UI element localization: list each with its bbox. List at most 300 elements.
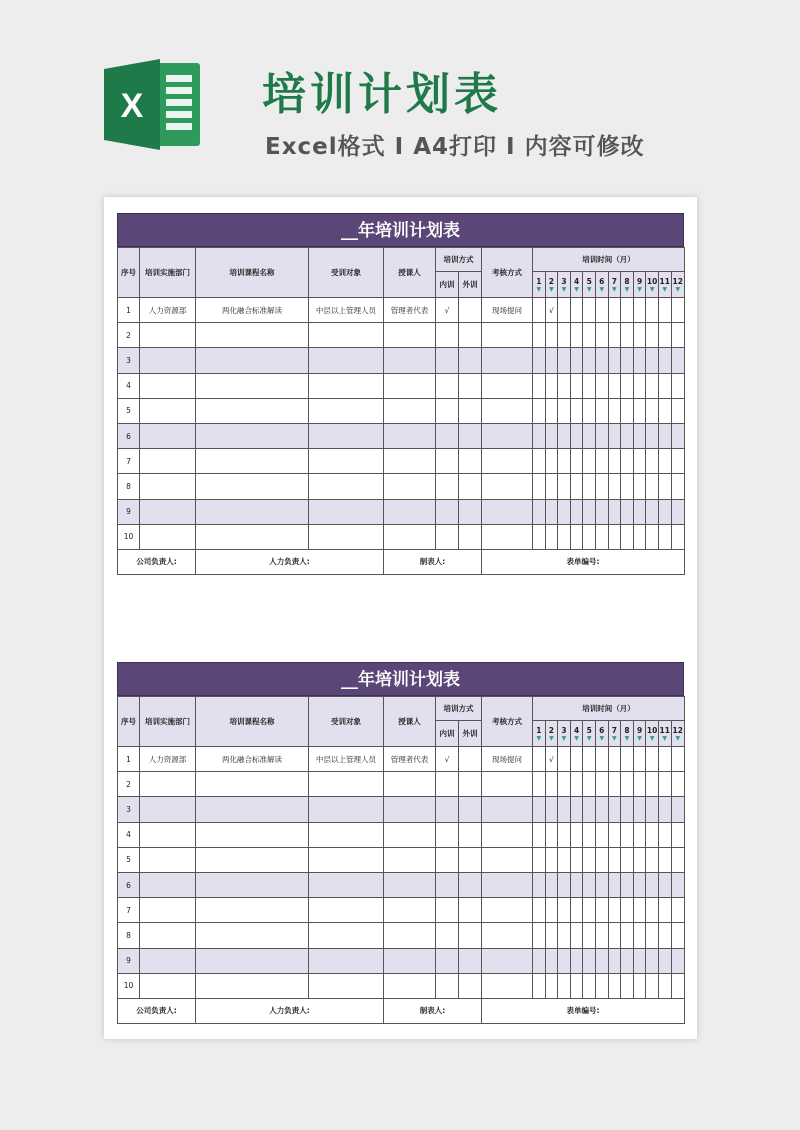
row-month-cell <box>533 747 546 772</box>
row-month-cell <box>621 398 634 423</box>
row-teacher <box>384 797 436 822</box>
row-seq: 4 <box>118 822 140 847</box>
row-dept: 人力资源部 <box>140 747 196 772</box>
row-month-cell <box>570 373 583 398</box>
month-header <box>646 721 659 747</box>
row-course <box>196 772 309 797</box>
dropdown-marker-icon: ▼ <box>675 285 681 293</box>
row-month-cell <box>658 348 671 373</box>
row-month-cell <box>545 948 558 973</box>
row-month-cell <box>633 772 646 797</box>
row-target <box>309 973 384 998</box>
row-month-cell <box>533 898 546 923</box>
month-number: 8 <box>624 276 630 286</box>
row-method-in <box>436 348 459 373</box>
row-course <box>196 323 309 348</box>
row-seq: 1 <box>118 747 140 772</box>
row-month-cell <box>633 822 646 847</box>
row-month-cell <box>533 847 546 872</box>
row-method-out <box>459 373 482 398</box>
row-month-cell <box>658 847 671 872</box>
row-course <box>196 423 309 448</box>
month-number: 11 <box>659 725 670 735</box>
row-month-cell <box>646 398 659 423</box>
row-course <box>196 898 309 923</box>
dropdown-marker-icon: ▼ <box>675 734 681 742</box>
table-row <box>118 449 685 474</box>
row-month-cell <box>583 872 596 897</box>
header-method-in: 内训 <box>436 721 459 747</box>
row-seq: 7 <box>118 449 140 474</box>
row-target <box>309 772 384 797</box>
row-month-cell <box>646 373 659 398</box>
row-month-cell <box>608 847 621 872</box>
row-course <box>196 373 309 398</box>
row-month-cell <box>633 499 646 524</box>
row-teacher <box>384 772 436 797</box>
row-month-cell <box>545 872 558 897</box>
row-month-cell <box>671 797 684 822</box>
row-teacher: 管理者代表 <box>384 747 436 772</box>
row-month-cell <box>595 348 608 373</box>
row-month-cell <box>633 449 646 474</box>
row-month-cell <box>570 847 583 872</box>
row-dept <box>140 898 196 923</box>
row-month-cell <box>621 323 634 348</box>
row-month-cell <box>671 898 684 923</box>
row-dept <box>140 822 196 847</box>
row-month-cell <box>608 872 621 897</box>
row-method-in <box>436 449 459 474</box>
row-month-cell <box>646 524 659 549</box>
row-target <box>309 449 384 474</box>
table-row <box>118 973 685 998</box>
row-teacher <box>384 847 436 872</box>
row-month-cell <box>646 898 659 923</box>
row-month-cell <box>545 398 558 423</box>
row-method-out <box>459 822 482 847</box>
month-header <box>621 272 634 298</box>
month-number: 12 <box>672 276 683 286</box>
row-month-cell <box>671 499 684 524</box>
row-month-cell <box>570 449 583 474</box>
month-number: 10 <box>646 725 658 735</box>
month-number: 1 <box>536 725 542 735</box>
dropdown-marker-icon: ▼ <box>586 285 592 293</box>
row-course: 两化融合标准解读 <box>196 298 309 323</box>
row-month-cell <box>583 373 596 398</box>
month-header <box>671 721 684 747</box>
row-month-cell <box>570 524 583 549</box>
table-row <box>118 797 685 822</box>
row-month-cell <box>671 872 684 897</box>
row-assess <box>482 474 533 499</box>
row-month-cell <box>533 524 546 549</box>
row-month-cell <box>633 898 646 923</box>
month-number: 6 <box>599 725 605 735</box>
row-course <box>196 973 309 998</box>
table-row <box>118 872 685 897</box>
row-method-out <box>459 323 482 348</box>
row-month-cell <box>545 449 558 474</box>
row-month-cell <box>558 822 571 847</box>
row-assess <box>482 398 533 423</box>
row-month-cell <box>595 524 608 549</box>
row-month-cell <box>570 973 583 998</box>
header-seq: 序号 <box>118 248 140 298</box>
row-method-in <box>436 847 459 872</box>
month-header <box>583 721 596 747</box>
table-row <box>118 348 685 373</box>
row-month-cell <box>658 923 671 948</box>
row-month-cell <box>671 449 684 474</box>
row-month-cell <box>558 872 571 897</box>
row-month-cell <box>545 898 558 923</box>
row-month-cell <box>533 499 546 524</box>
row-month-cell <box>570 797 583 822</box>
row-month-cell <box>533 973 546 998</box>
row-month-cell <box>658 822 671 847</box>
dropdown-marker-icon: ▼ <box>586 734 592 742</box>
row-teacher <box>384 872 436 897</box>
row-method-in <box>436 499 459 524</box>
row-method-out <box>459 423 482 448</box>
month-number: 1 <box>536 276 542 286</box>
dropdown-marker-icon: ▼ <box>612 734 617 742</box>
row-month-cell <box>633 923 646 948</box>
row-month-cell <box>558 847 571 872</box>
row-month-cell <box>608 298 621 323</box>
row-month-cell: √ <box>545 747 558 772</box>
row-assess <box>482 524 533 549</box>
month-header <box>558 272 571 298</box>
header-method-in: 内训 <box>436 272 459 298</box>
row-month-cell <box>671 847 684 872</box>
row-method-in <box>436 923 459 948</box>
row-teacher <box>384 449 436 474</box>
row-month-cell <box>533 398 546 423</box>
month-number: 3 <box>561 725 567 735</box>
row-month-cell <box>583 747 596 772</box>
row-dept: 人力资源部 <box>140 298 196 323</box>
table-row <box>118 923 685 948</box>
row-method-in <box>436 772 459 797</box>
row-month-cell <box>608 524 621 549</box>
row-month-cell <box>533 772 546 797</box>
row-month-cell <box>558 323 571 348</box>
row-course <box>196 449 309 474</box>
row-method-in <box>436 948 459 973</box>
row-month-cell <box>658 973 671 998</box>
row-method-in <box>436 898 459 923</box>
table-row <box>118 772 685 797</box>
row-course <box>196 398 309 423</box>
row-month-cell <box>608 323 621 348</box>
row-month-cell <box>595 973 608 998</box>
row-method-in: √ <box>436 747 459 772</box>
row-month-cell <box>658 797 671 822</box>
row-month-cell <box>671 298 684 323</box>
row-month-cell <box>583 398 596 423</box>
header-dept: 培训实施部门 <box>140 248 196 298</box>
row-month-cell <box>570 923 583 948</box>
row-month-cell <box>621 423 634 448</box>
plan-title: __年培训计划表 <box>117 213 684 247</box>
row-teacher <box>384 373 436 398</box>
row-month-cell <box>633 973 646 998</box>
row-month-cell <box>621 948 634 973</box>
row-teacher <box>384 423 436 448</box>
row-dept <box>140 847 196 872</box>
row-month-cell <box>608 373 621 398</box>
row-month-cell <box>595 772 608 797</box>
row-month-cell <box>621 747 634 772</box>
dropdown-marker-icon: ▼ <box>574 734 579 742</box>
row-month-cell <box>583 348 596 373</box>
row-month-cell <box>633 524 646 549</box>
row-month-cell <box>545 373 558 398</box>
row-month-cell <box>533 797 546 822</box>
row-month-cell <box>545 524 558 549</box>
row-month-cell <box>545 323 558 348</box>
row-method-in <box>436 822 459 847</box>
row-month-cell <box>558 923 571 948</box>
row-month-cell <box>533 923 546 948</box>
header-teacher: 授课人 <box>384 248 436 298</box>
row-target <box>309 847 384 872</box>
header-method: 培训方式 <box>436 697 482 721</box>
dropdown-marker-icon: ▼ <box>574 285 579 293</box>
row-month-cell <box>608 423 621 448</box>
month-header <box>570 272 583 298</box>
row-month-cell <box>545 973 558 998</box>
row-month-cell <box>658 948 671 973</box>
row-month-cell <box>583 898 596 923</box>
row-month-cell <box>621 348 634 373</box>
row-assess <box>482 822 533 847</box>
training-plan-table-2 <box>117 662 684 1024</box>
row-assess: 现场提问 <box>482 298 533 323</box>
month-header <box>621 721 634 747</box>
row-month-cell <box>583 822 596 847</box>
table-row <box>118 474 685 499</box>
row-month-cell <box>545 348 558 373</box>
row-method-in <box>436 872 459 897</box>
row-seq: 5 <box>118 398 140 423</box>
row-month-cell <box>558 348 571 373</box>
row-target: 中层以上管理人员 <box>309 298 384 323</box>
table-row <box>118 847 685 872</box>
month-header <box>595 721 608 747</box>
row-method-out <box>459 449 482 474</box>
footer-maker: 制表人: <box>384 998 482 1023</box>
row-month-cell <box>558 772 571 797</box>
row-month-cell <box>658 872 671 897</box>
row-method-out <box>459 847 482 872</box>
month-number: 11 <box>659 276 670 286</box>
header-course: 培训课程名称 <box>196 248 309 298</box>
row-month-cell <box>658 747 671 772</box>
row-method-out <box>459 797 482 822</box>
footer-hr: 人力负责人: <box>196 998 384 1023</box>
row-month-cell <box>595 948 608 973</box>
row-method-out <box>459 973 482 998</box>
row-month-cell <box>671 973 684 998</box>
header-method-out: 外训 <box>459 721 482 747</box>
row-teacher <box>384 474 436 499</box>
row-month-cell <box>583 772 596 797</box>
row-method-in <box>436 474 459 499</box>
row-seq: 9 <box>118 499 140 524</box>
page-title: 培训计划表 <box>262 69 502 120</box>
plan-grid <box>117 247 685 575</box>
row-target <box>309 948 384 973</box>
row-seq: 6 <box>118 423 140 448</box>
row-month-cell <box>583 948 596 973</box>
row-course <box>196 474 309 499</box>
dropdown-marker-icon: ▼ <box>561 285 567 293</box>
header-dept: 培训实施部门 <box>140 697 196 747</box>
row-seq: 2 <box>118 772 140 797</box>
row-month-cell <box>558 373 571 398</box>
row-month-cell <box>558 499 571 524</box>
row-month-cell <box>583 449 596 474</box>
row-month-cell <box>646 872 659 897</box>
row-target <box>309 872 384 897</box>
row-month-cell <box>545 797 558 822</box>
dropdown-marker-icon: ▼ <box>549 285 554 293</box>
row-month-cell <box>608 898 621 923</box>
row-assess <box>482 772 533 797</box>
row-month-cell <box>671 923 684 948</box>
row-month-cell <box>608 923 621 948</box>
row-month-cell <box>621 449 634 474</box>
row-target <box>309 797 384 822</box>
row-seq: 10 <box>118 973 140 998</box>
row-month-cell <box>595 398 608 423</box>
month-header <box>658 272 671 298</box>
row-method-in <box>436 524 459 549</box>
header <box>0 0 800 190</box>
row-month-cell <box>646 797 659 822</box>
row-month-cell <box>570 747 583 772</box>
month-header <box>608 272 621 298</box>
row-month-cell <box>570 772 583 797</box>
row-month-cell <box>646 847 659 872</box>
row-month-cell <box>621 898 634 923</box>
row-month-cell <box>671 474 684 499</box>
row-month-cell <box>545 499 558 524</box>
header-seq: 序号 <box>118 697 140 747</box>
row-month-cell <box>570 898 583 923</box>
plan-title: __年培训计划表 <box>117 662 684 696</box>
row-teacher <box>384 398 436 423</box>
row-month-cell <box>671 524 684 549</box>
month-header <box>558 721 571 747</box>
row-method-in: √ <box>436 298 459 323</box>
row-month-cell <box>633 872 646 897</box>
row-seq: 4 <box>118 373 140 398</box>
row-teacher <box>384 524 436 549</box>
row-dept <box>140 973 196 998</box>
row-month-cell <box>595 323 608 348</box>
row-month-cell <box>570 474 583 499</box>
page-subtitle: Excel格式 I A4打印 I 内容可修改 <box>265 134 645 160</box>
row-month-cell <box>533 872 546 897</box>
row-method-out <box>459 898 482 923</box>
month-header <box>633 721 646 747</box>
row-month-cell <box>558 449 571 474</box>
row-month-cell <box>646 348 659 373</box>
month-number: 7 <box>611 276 617 286</box>
row-method-in <box>436 797 459 822</box>
row-month-cell <box>595 923 608 948</box>
row-month-cell <box>621 797 634 822</box>
row-teacher: 管理者代表 <box>384 298 436 323</box>
row-assess <box>482 373 533 398</box>
month-header <box>533 272 546 298</box>
row-method-out <box>459 872 482 897</box>
row-method-out <box>459 772 482 797</box>
month-header <box>633 272 646 298</box>
row-month-cell <box>658 474 671 499</box>
row-month-cell <box>558 423 571 448</box>
row-month-cell <box>646 323 659 348</box>
row-month-cell <box>658 398 671 423</box>
row-course: 两化融合标准解读 <box>196 747 309 772</box>
footer-company: 公司负责人: <box>118 998 196 1023</box>
month-header <box>545 272 558 298</box>
row-month-cell <box>595 298 608 323</box>
row-month-cell <box>533 474 546 499</box>
row-month-cell <box>533 449 546 474</box>
month-number: 9 <box>636 725 643 735</box>
dropdown-marker-icon: ▼ <box>612 285 617 293</box>
row-seq: 10 <box>118 524 140 549</box>
row-assess <box>482 973 533 998</box>
row-target <box>309 474 384 499</box>
month-number: 2 <box>548 725 554 735</box>
row-method-in <box>436 973 459 998</box>
row-month-cell <box>621 499 634 524</box>
table-row <box>118 898 685 923</box>
row-month-cell <box>608 948 621 973</box>
row-month-cell <box>633 298 646 323</box>
header-time: 培训时间（月） <box>533 697 685 721</box>
row-month-cell <box>545 772 558 797</box>
row-month-cell <box>570 348 583 373</box>
row-month-cell <box>646 499 659 524</box>
row-month-cell <box>658 524 671 549</box>
row-month-cell <box>558 398 571 423</box>
month-number: 8 <box>624 725 630 735</box>
month-number: 9 <box>636 276 643 286</box>
row-month-cell <box>608 973 621 998</box>
row-month-cell <box>671 373 684 398</box>
row-month-cell <box>633 948 646 973</box>
row-dept <box>140 449 196 474</box>
row-month-cell <box>570 948 583 973</box>
row-course <box>196 872 309 897</box>
row-month-cell <box>633 847 646 872</box>
row-month-cell <box>658 772 671 797</box>
header-assess: 考核方式 <box>482 697 533 747</box>
row-month-cell <box>608 348 621 373</box>
row-course <box>196 499 309 524</box>
row-method-out <box>459 923 482 948</box>
dropdown-marker-icon: ▼ <box>536 285 542 293</box>
row-month-cell <box>671 747 684 772</box>
